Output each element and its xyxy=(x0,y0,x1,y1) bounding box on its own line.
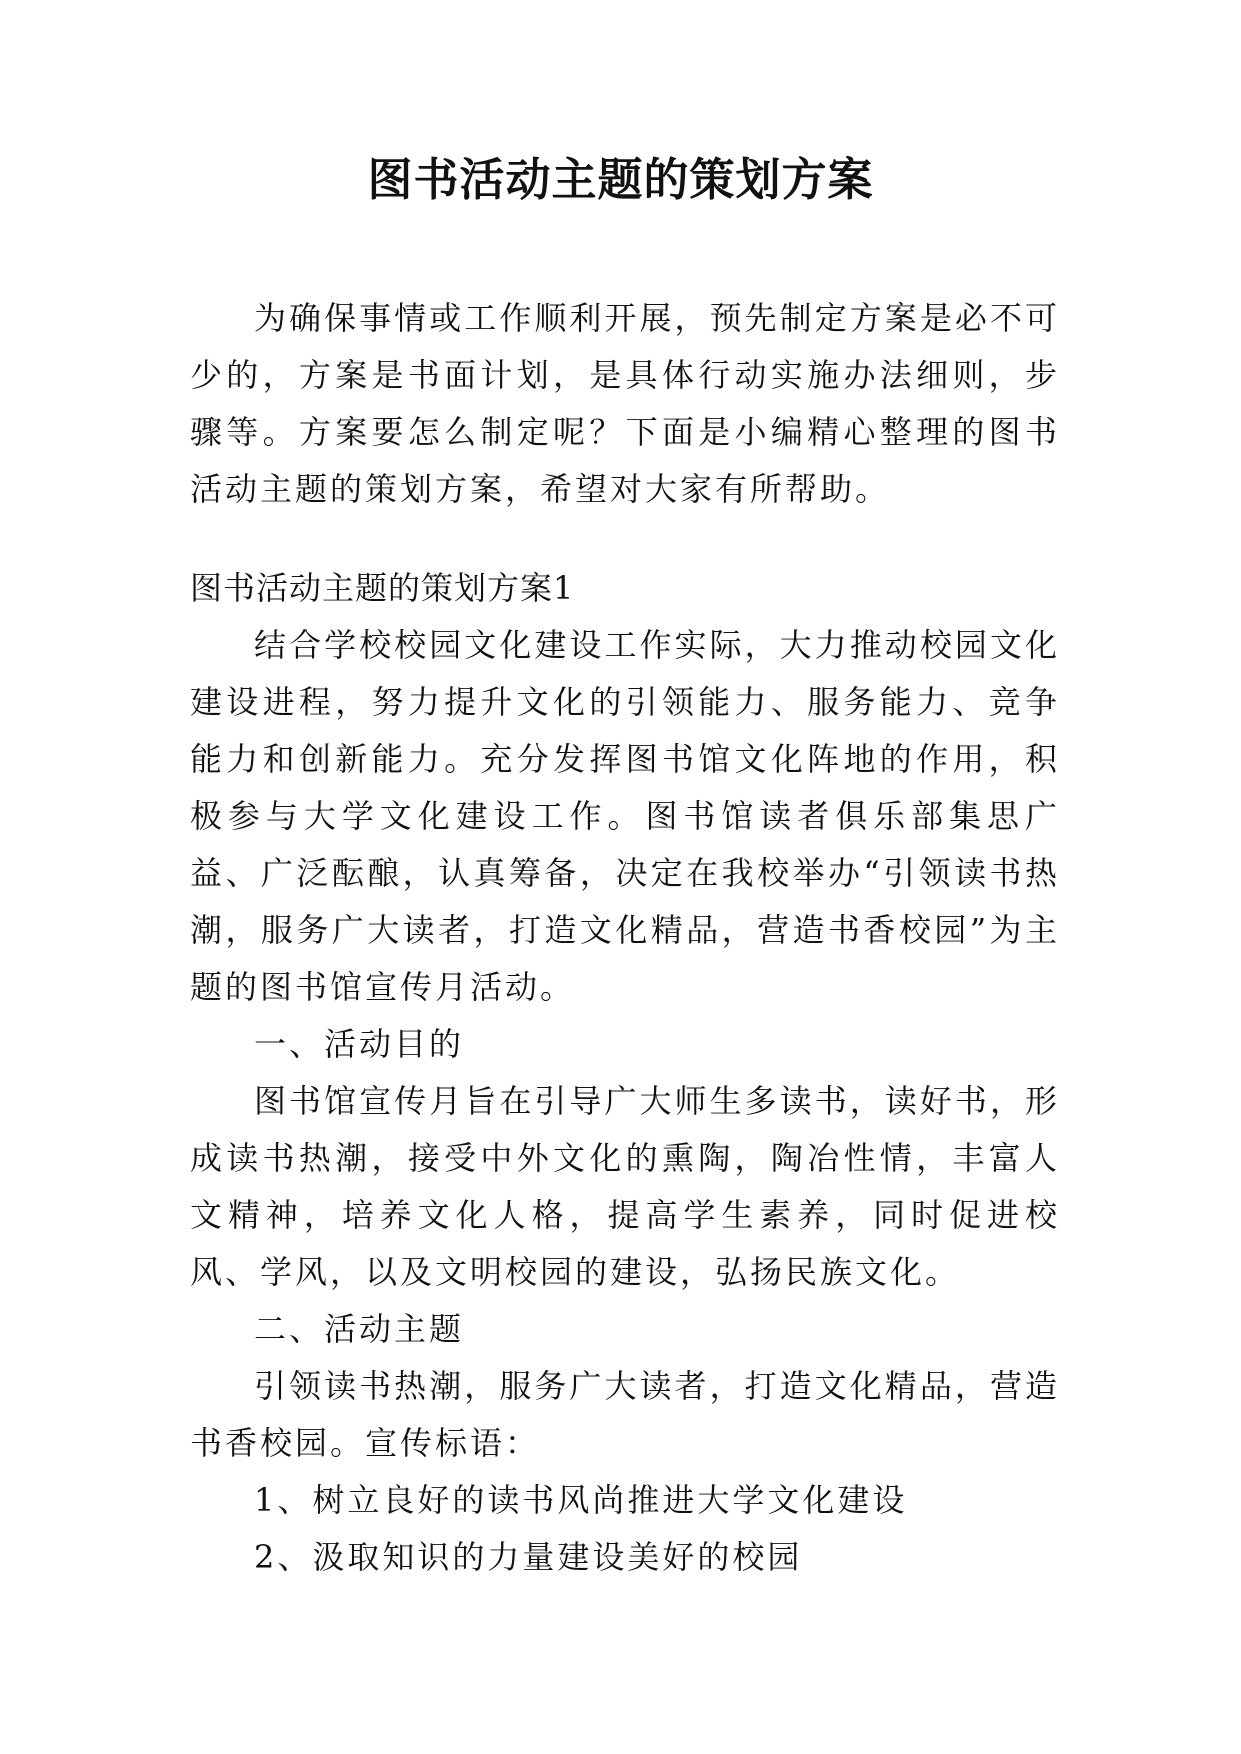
document-title: 图书活动主题的策划方案 xyxy=(367,153,874,206)
slogan-item-2: 2、汲取知识的力量建设美好的校园 xyxy=(254,1538,803,1576)
intro-paragraph: 为确保事情或工作顺利开展，预先制定方案是必不可少的，方案是书面计划，是具体行动实施办法细则，步骤等。方案要怎么制定呢？下面是小编精心整理的图书活动主题的策划方案，希望对大家有所帮助。 xyxy=(190,299,1060,508)
slogan-item-1: 1、树立良好的读书风尚推进大学文化建设 xyxy=(254,1481,908,1519)
section-title: 图书活动主题的策划方案1 xyxy=(190,569,575,607)
paragraph-background: 结合学校校园文化建设工作实际，大力推动校园文化建设进程，努力提升文化的引领能力、服务能力、竞争能力和创新能力。充分发挥图书馆文化阵地的作用，积极参与大学文化建设工作。图书馆读者俱乐部集思广益、广泛酝酿，认真筹备，决定在我校举办“引领读书热潮，服务广大读者，打造文化精品，营造书香校园”为主题的图书馆宣传月活动。 xyxy=(190,626,1060,1006)
paragraph-activity-purpose: 图书馆宣传月旨在引导广大师生多读书，读好书，形成读书热潮，接受中外文化的熏陶，陶冶性情，丰富人文精神，培养文化人格，提高学生素养，同时促进校风、学风，以及文明校园的建设，弘扬民族文化。 xyxy=(190,1082,1060,1291)
heading-activity-purpose: 一、活动目的 xyxy=(254,1025,465,1063)
paragraph-activity-theme: 引领读书热潮，服务广大读者，打造文化精品，营造书香校园。宣传标语： xyxy=(190,1367,1060,1462)
document-body xyxy=(190,290,1060,1586)
heading-activity-theme: 二、活动主题 xyxy=(254,1310,465,1348)
